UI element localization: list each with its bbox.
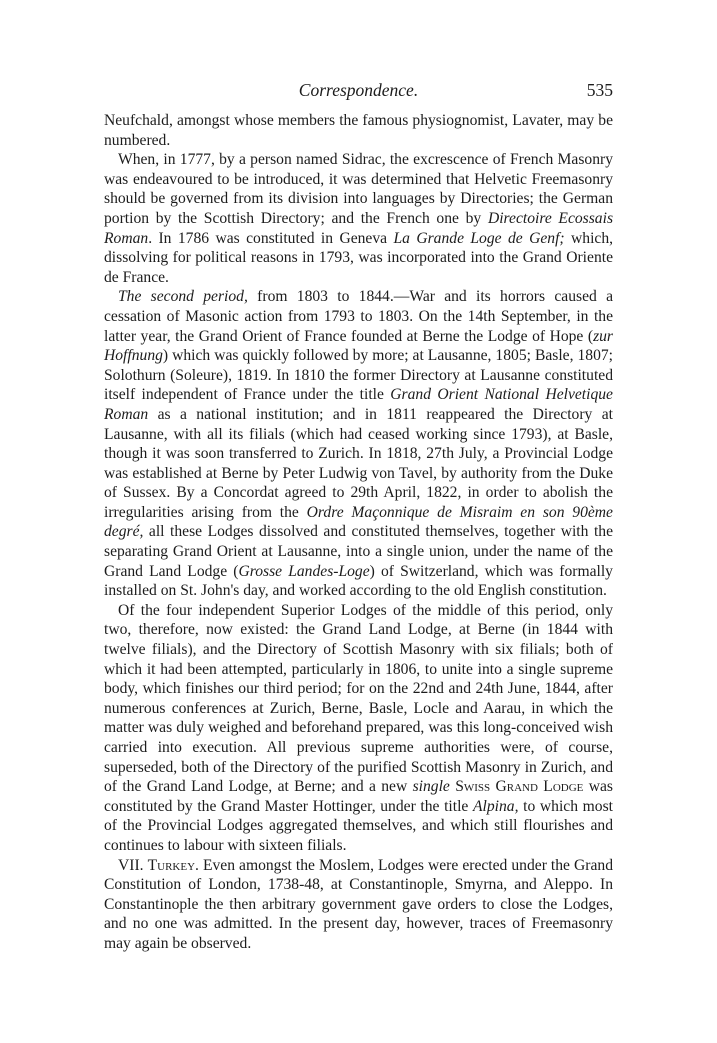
italic-text-span: Alpina, [473,797,519,815]
italic-text-span: Grosse Landes-Loge [238,562,370,580]
italic-text-span: Grand Orient National Helvetique Roman [104,386,613,423]
paragraph [104,287,613,601]
text-span: which, dissolving for political reasons in 1793, was incorporated into the Grand Oriente de France. [104,229,614,286]
text-span: all these Lodges dissolved and constituted themselves, together with the separating Grand Orient at Lausanne, into a single union, under the name of the Grand Land Lodge ( [104,523,613,580]
italic-text-span: La Grande Loge de Genf; [393,229,565,247]
text-span: ) which was quickly followed by more; at Lausanne, 1805; Basle, 1807; Solothurn (Soleure), 1819. In 1810 the former Directory at Lausanne constituted itself independent of France under the title [104,347,613,404]
text-span: Of the four independent Superior Lodges of the middle of this period, only two, therefore, now existed: the Grand Land Lodge, at Berne (in 1844 with twelve filials), and the Directory of Scottish Masonry with six filials; both of which it had been attempted, particularly in 1806, to unite into a single supreme body, which finishes our third period; for on the 22nd and 24th June, 1844, after numerous conferences at Zurich, Berne, Basle, Locle and Aarau, in which the matter was duly weighed and beforehand prepared, was this long-conceived wish carried into execution. All previous supreme authorities were, of course, superseded, both of the Directory of the purified Scottish Masonry in Zurich, and of the Grand Land Lodge, at Berne; and a new [104,601,613,796]
text-span: from 1803 to 1844.—War and its horrors caused a cessation of Masonic action from 1793 to 1803. On the 14th September, in the latter year, the Grand Orient of France founded at Berne the Lodge of Hope ( [104,288,613,345]
paragraph [104,856,613,954]
body-text [104,111,613,954]
page-header [104,78,613,102]
running-title: Correspondence. [298,80,419,100]
text-span: as a national institution; and in 1811 reappeared the Directory at Lausanne, with all its filials (which had ceased working since 1793), at Basle, though it was soon transferred to Zurich. In 1818, 27th July, a Provincial Lodge was established at Berne by Peter Ludwig von Tavel, by authority from the Duke of Sussex. By a Concordat agreed to 29th April, 1822, in order to abolish the irregularities arising from the [104,405,613,521]
text-span: was constituted by the Grand Master Hottinger, under the title [104,778,613,815]
text-span: ) of Switzerland, which was formally installed on St. John's day, and worked according to the old English constitution. [104,562,613,600]
italic-text-span: single [412,778,450,796]
small-caps-text-span: Swiss Grand Lodge [455,778,584,796]
italic-text-span: zur Hoffnung [104,327,613,365]
page-number: 535 [586,80,613,100]
italic-text-span: The second period, [118,288,248,306]
text-span: Even amongst the Moslem, Lodges were erected under the Grand Constitution of London, 1738-48, at Constantinople, Smyrna, and Aleppo. In Constantinople the then arbitrary government gave orders to close the Lodges, and no one was admitted. In the present day, however, traces of Freemasonry may again be observed. [104,856,613,952]
text-span: Neufchald, amongst whose members the famous physiognomist, Lavater, may be numbered. [104,112,613,149]
text-span: VII. [118,856,148,874]
small-caps-text-span: Turkey. [147,856,199,874]
text-span: When, in 1777, by a person named Sidrac, the excrescence of French Masonry was endeavoured to be introduced, it was determined that Helvetic Freemasonry should be governed from its division into languages by Directories; the German portion by the Scottish Directory; and the French one by [104,151,613,227]
italic-text-span: Ordre Maçonnique de Misraim en son 90ème degré, [104,503,613,541]
italic-text-span: Directoire Ecossais Roman [104,209,614,247]
text-span: to which most of the Provincial Lodges aggregated themselves, and which still flourishes and continues to labour with sixteen filials. [104,797,613,854]
paragraph [104,150,613,287]
text-span: . In 1786 was constituted in Geneva [148,229,394,247]
paragraph [104,601,613,856]
paragraph [104,111,613,150]
